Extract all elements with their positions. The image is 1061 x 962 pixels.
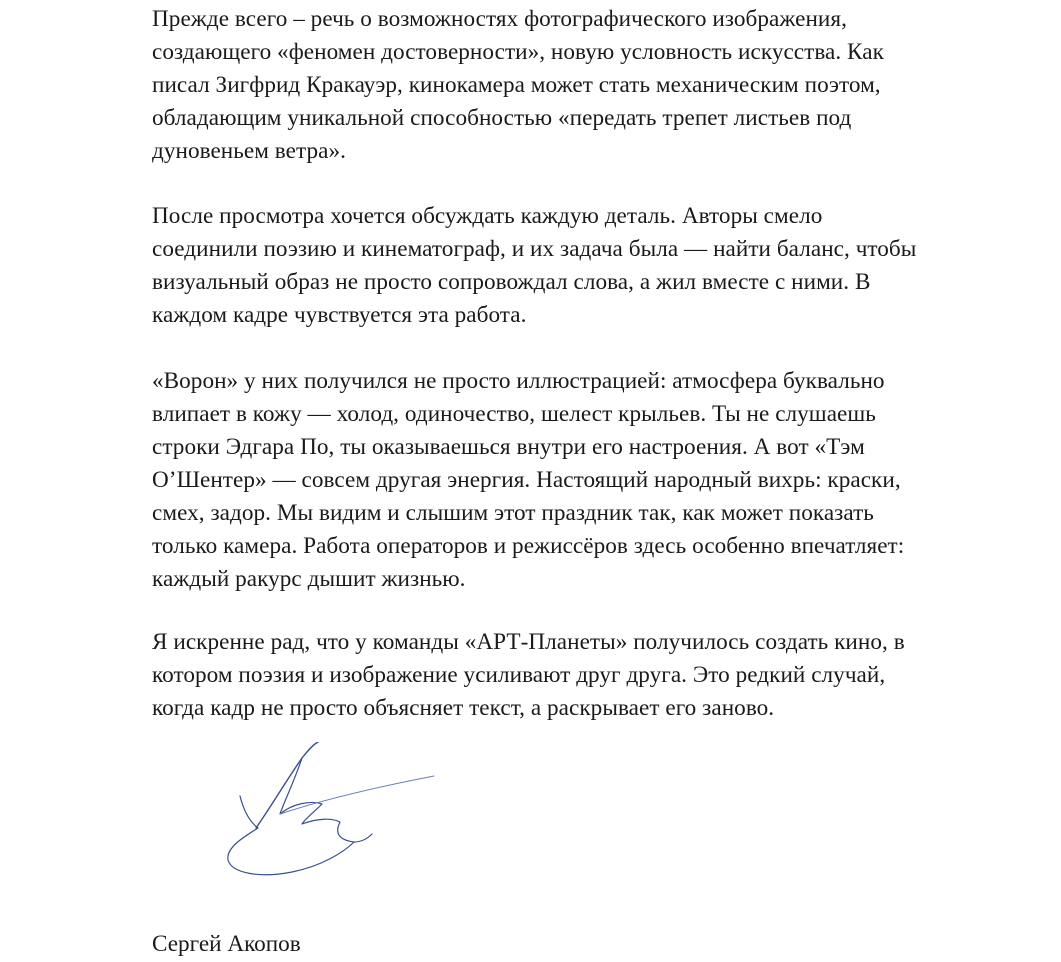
- text-line: создающего «феномен достоверности», новую условность искусства. Как: [152, 39, 884, 65]
- signature-stroke: [228, 828, 354, 875]
- text-line: строки Эдгара По, ты оказываешься внутри его настроения. А вот «Тэм: [152, 434, 865, 460]
- signer-name: Сергей Акопов: [152, 931, 301, 957]
- text-line: только камера. Работа операторов и режиссёров здесь особенно впечатляет:: [152, 533, 905, 559]
- handwritten-signature-icon: [222, 742, 442, 882]
- paragraph-photography: [152, 3, 884, 168]
- text-line: «Ворон» у них получился не просто иллюстрацией: атмосфера буквально: [152, 368, 885, 394]
- text-line: каждый ракурс дышит жизнью.: [152, 566, 466, 592]
- text-line: Прежде всего – речь о возможностях фотографического изображения,: [152, 6, 847, 32]
- paragraph-raven: [152, 365, 904, 596]
- text-line: котором поэзия и изображение усиливают друг друга. Это редкий случай,: [152, 662, 886, 688]
- paragraph-after-viewing: [152, 200, 916, 332]
- signature-stroke: [256, 742, 318, 828]
- text-line: визуальный образ не просто сопровождал слова, а жил вместе с ними. В: [152, 269, 871, 295]
- text-line: смех, задор. Мы видим и слышим этот праздник так, как может показать: [152, 500, 874, 526]
- text-line: О’Шентер» — совсем другая энергия. Настоящий народный вихрь: краски,: [152, 467, 901, 493]
- paragraph-conclusion: [152, 626, 905, 725]
- text-line: После просмотра хочется обсуждать каждую деталь. Авторы смело: [152, 203, 823, 229]
- text-line: писал Зигфрид Кракауэр, кинокамера может стать механическим поэтом,: [152, 72, 881, 98]
- text-line: влипает в кожу — холод, одиночество, шелест крыльев. Ты не слушаешь: [152, 401, 876, 427]
- signature-stroke: [280, 776, 434, 814]
- text-line: обладающим уникальной способностью «передать трепет листьев под: [152, 105, 852, 131]
- text-line: когда кадр не просто объясняет текст, а раскрывает его заново.: [152, 695, 775, 721]
- text-line: дуновеньем ветра».: [152, 138, 346, 164]
- text-line: Я искренне рад, что у команды «АРТ-Планеты» получилось создать кино, в: [152, 629, 905, 655]
- text-line: соединили поэзию и кинематограф, и их задача была — найти баланс, чтобы: [152, 236, 917, 262]
- signature-stroke: [240, 796, 258, 828]
- text-line: каждом кадре чувствуется эта работа.: [152, 302, 527, 328]
